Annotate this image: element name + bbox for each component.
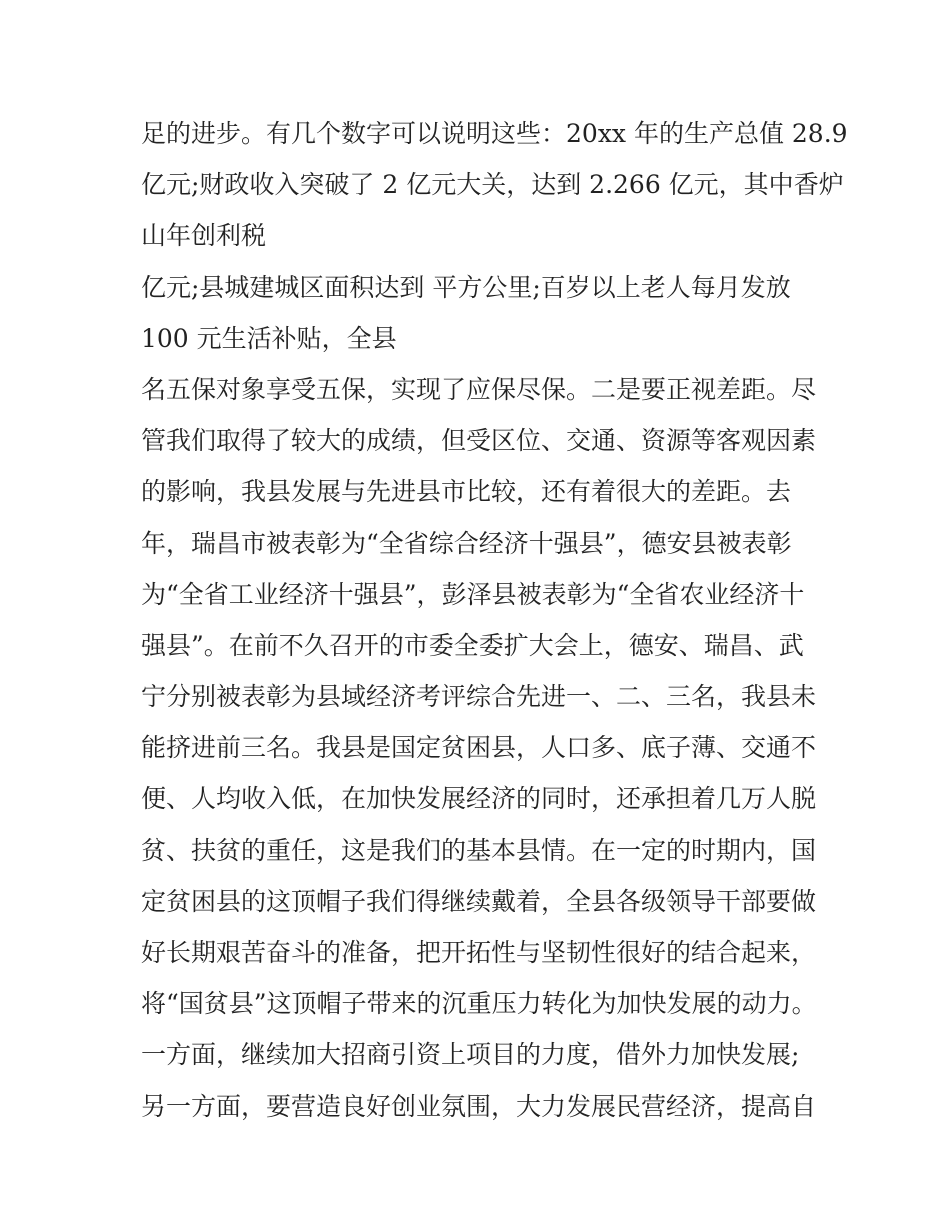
text-line: 强县”。在前不久召开的市委全委扩大会上，德安、瑞昌、武: [141, 630, 804, 660]
text-line: 好长期艰苦奋斗的准备，把开拓性与坚韧性很好的结合起来，: [141, 938, 817, 967]
body-text: [141, 108, 848, 1132]
text-line: 一方面，继续加大招商引资上项目的力度，借外力加快发展;: [141, 1040, 800, 1070]
text-line: 将“国贫县”这顶帽子带来的沉重压力转化为加快发展的动力。: [141, 989, 817, 1019]
text-line: 便、人均收入低，在加快发展经济的同时，还承担着几万人脱: [141, 784, 817, 814]
text-line: 年，瑞昌市被表彰为“全省综合经济十强县”，德安县被表彰: [141, 528, 792, 558]
text-line: 100 元生活补贴，全县: [141, 323, 397, 353]
text-line: 亿元;县城建城区面积达到 平方公里;百岁以上老人每月发放: [141, 272, 791, 302]
text-line: 足的进步。有几个数字可以说明这些：20xx 年的生产总值 28.9: [141, 119, 848, 148]
text-line: 亿元;财政收入突破了 2 亿元大关，达到 2.266 亿元，其中香炉: [141, 170, 844, 200]
text-line: 定贫困县的这顶帽子我们得继续戴着，全县各级领导干部要做: [141, 886, 817, 916]
text-line: 的影响，我县发展与先进县市比较，还有着很大的差距。去: [141, 477, 792, 507]
text-line: 名五保对象享受五保，实现了应保尽保。二是要正视差距。尽: [141, 374, 817, 404]
text-line: 山年创利税: [141, 221, 267, 251]
text-line: 管我们取得了较大的成绩，但受区位、交通、资源等客观因素: [141, 426, 817, 456]
text-line: 贫、扶贫的重任，这是我们的基本县情。在一定的时期内，国: [141, 835, 817, 865]
text-line: 另一方面，要营造良好创业氛围，大力发展民营经济，提高自: [141, 1091, 817, 1121]
text-line: 宁分别被表彰为县域经济考评综合先进一、二、三名，我县未: [141, 682, 817, 712]
text-line: 为“全省工业经济十强县”，彭泽县被表彰为“全省农业经济十: [141, 579, 805, 609]
text-line: 能挤进前三名。我县是国定贫困县，人口多、底子薄、交通不: [141, 733, 817, 763]
